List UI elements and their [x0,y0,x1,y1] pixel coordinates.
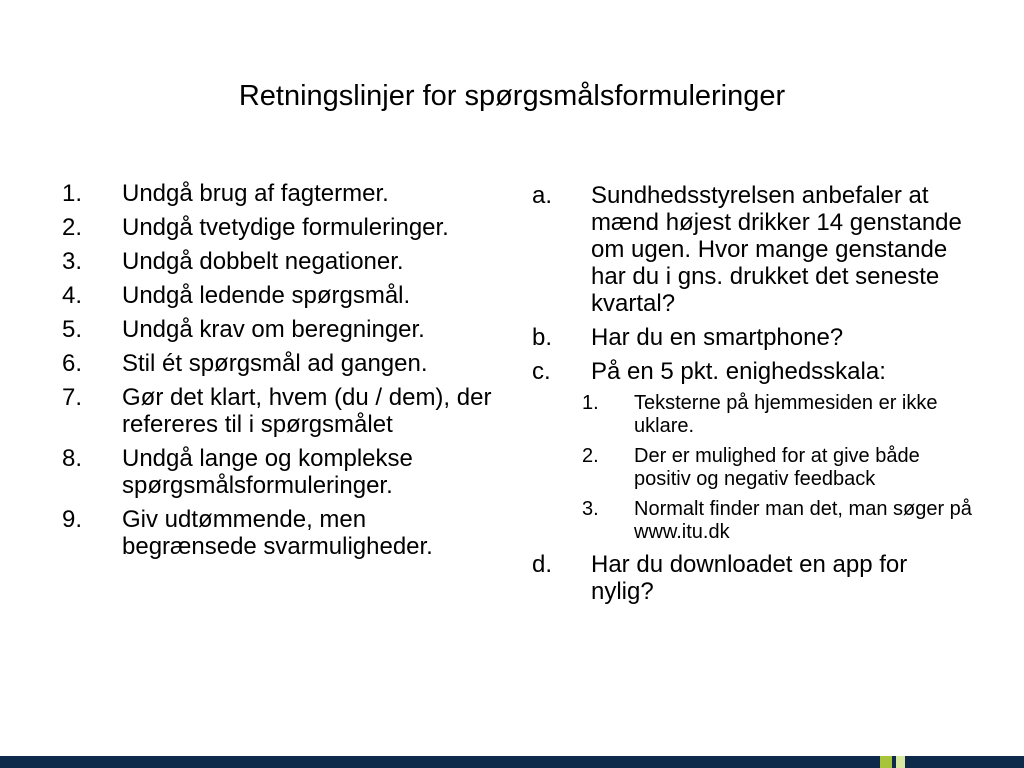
sub-list-item-text: Normalt finder man det, man søger på www.itu.dk [634,498,972,543]
list-number: 1. [62,180,83,207]
list-number: 3. [62,248,83,275]
list-item-text: Undgå tvetydige formuleringer. [122,214,449,241]
footer-accent-square [880,756,892,768]
list-item-text: Har du en smartphone? [591,324,844,351]
list-letter: b. [532,324,553,351]
footer-bar [0,756,1024,768]
list-number: 4. [62,282,83,309]
list-item-text: Undgå ledende spørgsmål. [122,282,411,309]
guidelines-list [62,180,502,567]
list-item [62,248,502,275]
list-number: 2. [62,214,83,241]
list-letter: c. [532,358,551,385]
list-item [62,316,502,343]
footer-accent-square-light [896,756,905,768]
list-item-text: Undgå krav om beregninger. [122,316,425,343]
list-item [62,350,502,377]
list-item [62,445,502,499]
sub-list-item [532,392,972,438]
list-number: 9. [62,506,83,533]
list-item-text: Sundhedsstyrelsen anbefaler at mænd højest drikker 14 genstande om ugen. Hvor mange genstande har du i gns. drukket det seneste kvartal? [591,182,962,317]
list-item-text: Giv udtømmende, men begrænsede svarmuligheder. [122,506,433,560]
list-item-text: Undgå dobbelt negationer. [122,248,404,275]
examples-list [532,182,972,612]
list-item [532,551,972,605]
list-number: 6. [62,350,83,377]
list-item [62,384,502,438]
list-number: 8. [62,445,83,472]
list-item [62,180,502,207]
list-item-text: Undgå lange og komplekse spørgsmålsformuleringer. [122,445,413,499]
sub-list-number: 2. [582,445,599,467]
sub-list-item-text: Der er mulighed for at give både positiv og negativ feedback [634,445,920,490]
list-item [62,282,502,309]
list-letter: d. [532,551,553,578]
list-item-text: Gør det klart, hvem (du / dem), der refereres til i spørgsmålet [122,384,492,438]
list-item [532,324,972,351]
list-item [532,182,972,317]
list-item-text: Har du downloadet en app for nylig? [591,551,908,605]
list-item-text: Stil ét spørgsmål ad gangen. [122,350,428,377]
list-number: 7. [62,384,83,411]
list-letter: a. [532,182,553,209]
list-item [532,358,972,385]
sub-list-item-text: Teksterne på hjemmesiden er ikke uklare. [634,392,938,437]
slide-title: Retningslinjer for spørgsmålsformuleringer [238,80,786,112]
sub-list-number: 3. [582,498,599,520]
list-item [62,214,502,241]
sub-list-number: 1. [582,392,599,414]
list-number: 5. [62,316,83,343]
list-item-text: På en 5 pkt. enighedsskala: [591,358,886,385]
list-item-text: Undgå brug af fagtermer. [122,180,389,207]
list-item [62,506,502,560]
sub-list-item [532,445,972,491]
sub-list-item [532,498,972,544]
